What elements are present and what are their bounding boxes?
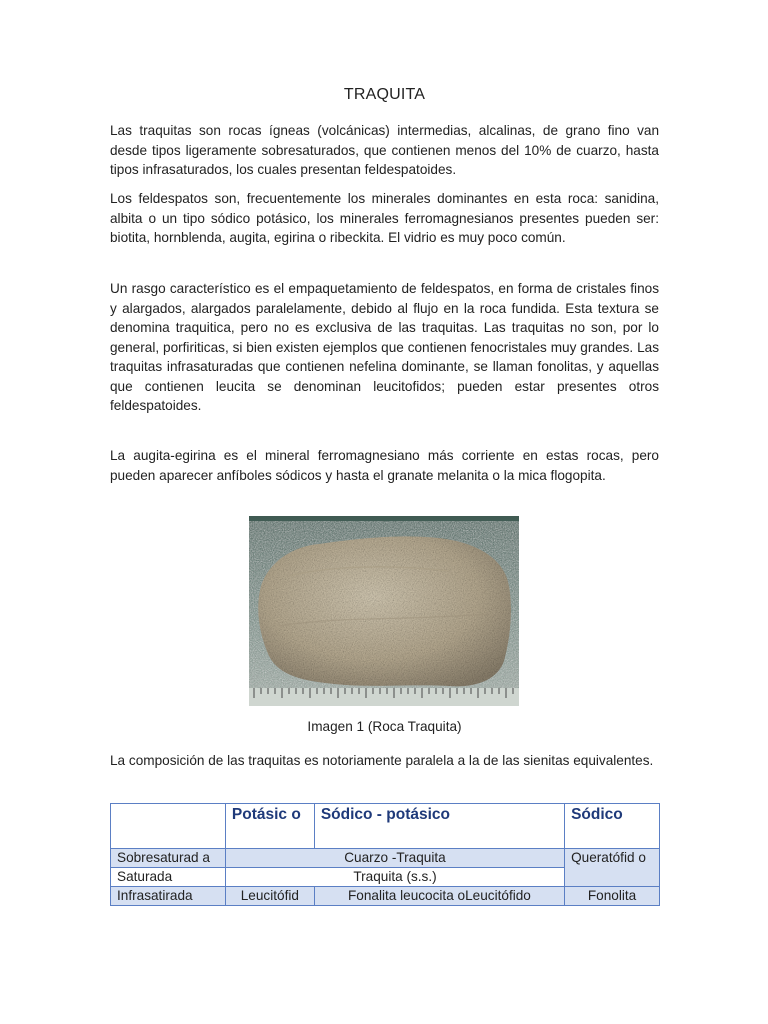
- paragraph-rasgo: Un rasgo característico es el empaquetamiento de feldespatos, en forma de cristales finos y alargados, alargados paralelamente, debido al flujo en la roca fundida. Esta textura se denomina traquitica, pero no es exclusiva de las traquitas. Las traquitas no son, por lo general, porfiriticas, si bien existen ejemplos que contienen fenocristales muy grandes. Las traquitas infrasaturadas que contienen nefelina dominante, se llaman fonolitas, y aquellas que contienen leucita se denominan leucitofidos; pueden estar presentes otros feldespatoides.: [110, 281, 659, 413]
- paragraph-intro: Las traquitas son rocas ígneas (volcánicas) intermedias, alcalinas, de grano fino van desde tipos ligeramente sobresaturados, que contienen menos del 10% de cuarzo, hasta tipos infrasaturados, los cuales presentan feldespatoides.: [110, 123, 659, 177]
- paragraph-augita: La augita-egirina es el mineral ferromagnesiano más corriente en estas rocas, pero pueden aparecer anfíboles sódicos y hasta el granate melanita o la mica flogopita.: [110, 448, 659, 483]
- header-potasico: Potásic o: [225, 804, 314, 849]
- cell-queratofido: Queratófid o: [565, 849, 660, 887]
- cell-leucitofid: Leucitófid: [225, 887, 314, 906]
- cell-traquita-ss: Traquita (s.s.): [225, 868, 564, 887]
- row-label-sobresaturada: Sobresaturad a: [111, 849, 226, 868]
- row-label-infrasatirada: Infrasatirada: [111, 887, 226, 906]
- header-empty: [111, 804, 226, 849]
- image-caption: Imagen 1 (Roca Traquita): [307, 719, 462, 734]
- row-label-saturada: Saturada: [111, 868, 226, 887]
- header-sodico: Sódico: [565, 804, 660, 849]
- table-row: [111, 849, 660, 868]
- paragraph-composicion: La composición de las traquitas es notoriamente paralela a la de las sienitas equivalentes.: [110, 753, 654, 768]
- table-header-row: [111, 804, 660, 849]
- document-title: TRAQUITA: [343, 86, 426, 103]
- cell-fonolita: Fonolita: [565, 887, 660, 906]
- paragraph-feldespatos: Los feldespatos son, frecuentemente los minerales dominantes en esta roca: sanidina, albita o un tipo sódico potásico, los minerales ferromagnesianos presentes pueden ser: biotita, hornblenda, augita, egirina o ribeckita. El vidrio es muy poco común.: [110, 191, 659, 245]
- header-sodico-potasico: Sódico - potásico: [314, 804, 564, 849]
- composition-table: [110, 803, 660, 906]
- cell-cuarzo-traquita: Cuarzo -Traquita: [225, 849, 564, 868]
- cell-fonalita-leucocita: Fonalita leucocita oLeucitófido: [314, 887, 564, 906]
- rock-photo: [249, 516, 519, 706]
- table-row: [111, 887, 660, 906]
